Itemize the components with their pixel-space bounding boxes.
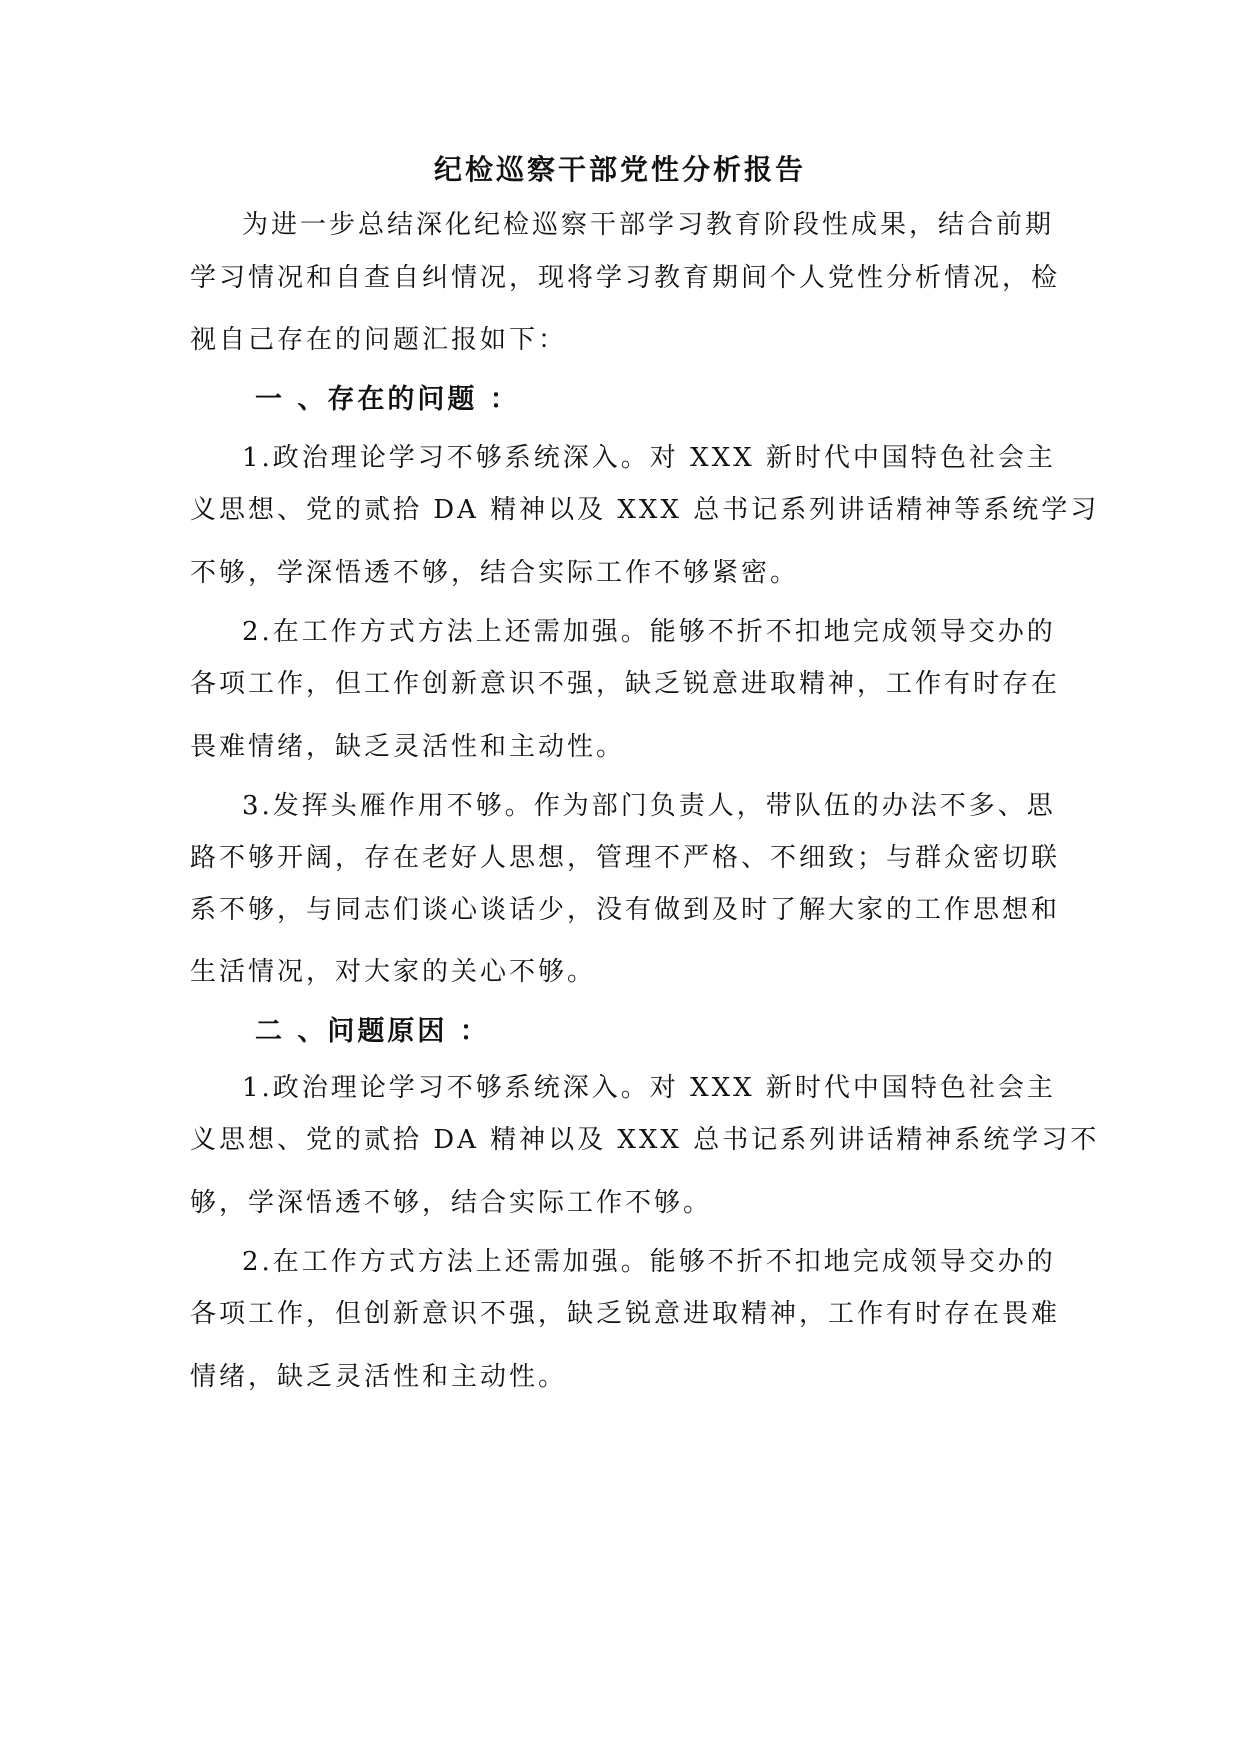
section-2-heading: 二 、问题原因 ： xyxy=(255,1016,490,1047)
s1-item1-line-1: 1.政治理论学习不够系统深入。对 XXX 新时代中国特色社会主 xyxy=(242,443,1056,473)
s2-item1-line-2: 义思想、党的贰拾 DA 精神以及 XXX 总书记系列讲话精神系统学习不 xyxy=(190,1125,1100,1155)
s2-item2-line-1: 2.在工作方式方法上还需加强。能够不折不扣地完成领导交办的 xyxy=(242,1247,1056,1277)
s1-item2-line-3: 畏难情绪，缺乏灵活性和主动性。 xyxy=(190,732,626,762)
s1-item3-line-4: 生活情况，对大家的关心不够。 xyxy=(190,957,597,987)
s1-item2-line-1: 2.在工作方式方法上还需加强。能够不折不扣地完成领导交办的 xyxy=(242,617,1056,647)
intro-line-3: 视自己存在的问题汇报如下： xyxy=(190,325,568,355)
intro-line-1: 为进一步总结深化纪检巡察干部学习教育阶段性成果，结合前期 xyxy=(242,210,1055,240)
s1-item1-line-3: 不够，学深悟透不够，结合实际工作不够紧密。 xyxy=(190,558,800,588)
s2-item2-line-2: 各项工作，但创新意识不强，缺乏锐意进取精神，工作有时存在畏难 xyxy=(190,1299,1061,1329)
section-1-heading: 一 、存在的问题 ： xyxy=(255,384,520,415)
s1-item3-line-1: 3.发挥头雁作用不够。作为部门负责人，带队伍的办法不多、思 xyxy=(242,791,1056,821)
s1-item3-line-3: 系不够，与同志们谈心谈话少，没有做到及时了解大家的工作思想和 xyxy=(190,895,1061,925)
s1-item1-line-2: 义思想、党的贰拾 DA 精神以及 XXX 总书记系列讲话精神等系统学习 xyxy=(190,495,1100,525)
document-title: 纪检巡察干部党性分析报告 xyxy=(433,153,806,186)
s1-item2-line-2: 各项工作，但工作创新意识不强，缺乏锐意进取精神，工作有时存在 xyxy=(190,669,1061,699)
s2-item2-line-3: 情绪，缺乏灵活性和主动性。 xyxy=(190,1362,568,1392)
s2-item1-line-1: 1.政治理论学习不够系统深入。对 XXX 新时代中国特色社会主 xyxy=(242,1073,1056,1103)
intro-line-2: 学习情况和自查自纠情况，现将学习教育期间个人党性分析情况，检 xyxy=(190,263,1061,293)
s1-item3-line-2: 路不够开阔，存在老好人思想，管理不严格、不细致；与群众密切联 xyxy=(190,843,1061,873)
s2-item1-line-3: 够，学深悟透不够，结合实际工作不够。 xyxy=(190,1188,713,1218)
